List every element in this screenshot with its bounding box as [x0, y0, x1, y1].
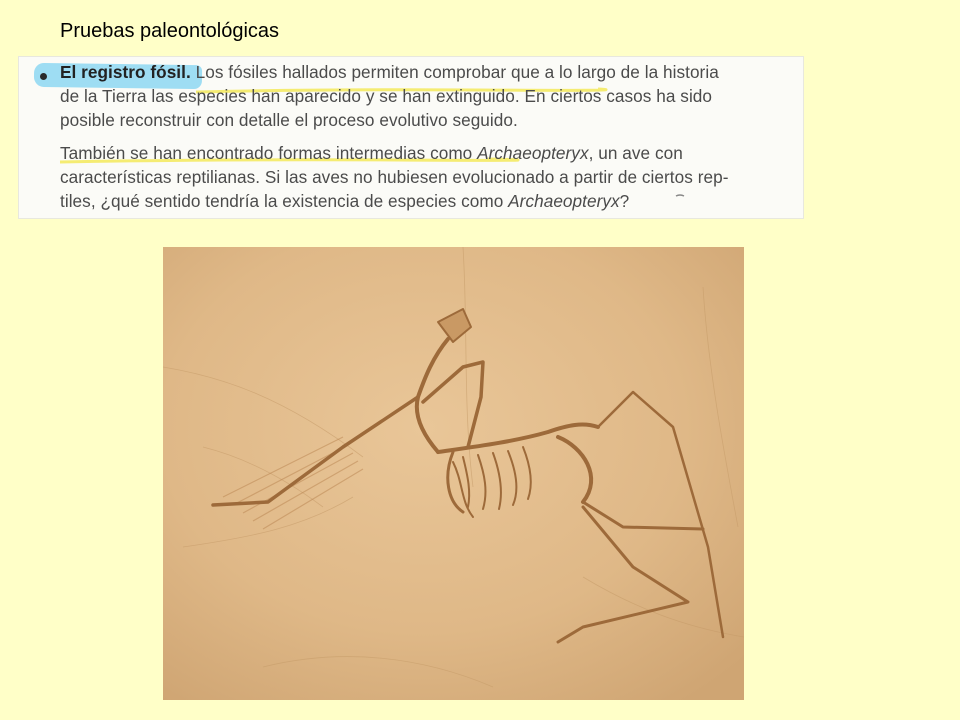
key-term: El registro fósil.	[60, 62, 191, 82]
text-line-1-rest: Los fósiles hallados permiten comprobar que a lo largo de la historia	[190, 62, 719, 82]
text-line-6-b: ?	[619, 191, 630, 211]
pen-mark	[676, 195, 684, 196]
fossil-image	[163, 247, 744, 700]
text-line-6-a: tiles, ¿qué sentido tendría la existencia de especies como	[60, 191, 509, 211]
text-line-5: características reptilianas. Si las aves no hubiesen evolucionado a partir de ciertos rep-	[60, 167, 729, 187]
textbook-excerpt	[18, 56, 804, 219]
archaeopteryx-fossil-photo	[163, 247, 744, 700]
text-line-2: de la Tierra las especies han aparecido y se han extinguido. En ciertos casos ha sido	[60, 86, 713, 106]
species-name: Archaeopteryx	[508, 191, 620, 211]
text-line-3: posible reconstruir con detalle el proceso evolutivo seguido.	[60, 110, 518, 130]
text-line-6	[60, 191, 629, 212]
text-line-4	[60, 143, 683, 164]
text-line-1	[60, 62, 719, 83]
bullet-dot	[40, 73, 47, 80]
slide-title: Pruebas paleontológicas	[60, 20, 280, 42]
text-line-4-b: , un ave con	[588, 143, 683, 163]
text-line-4-a: También se han encontrado formas intermedias como	[60, 143, 478, 163]
species-name: Archaeopteryx	[477, 143, 589, 163]
